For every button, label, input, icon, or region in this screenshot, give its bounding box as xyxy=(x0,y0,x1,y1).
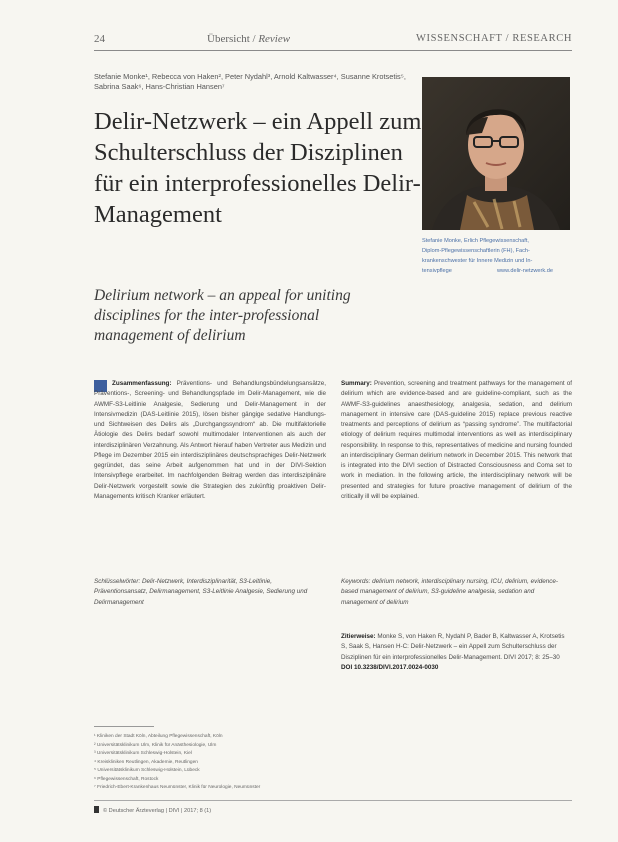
abstract-english xyxy=(341,379,572,502)
citation-block xyxy=(341,632,572,673)
citation-text: Monke S, von Haken R, Nydahl P, Bader B, Kaltwasser A, Krotsetis S, Saak S, Hansen H-C: Delir-Netzwerk – ein Appell zum Schulterschluss der Disziplinen für ein interprofessionelles Delir-Management. DIVI 2017; 8: 25–30 xyxy=(341,633,565,661)
caption-line-end: tensivpflege xyxy=(422,268,452,274)
caption-line xyxy=(422,266,572,276)
caption-line: krankenschwester für Innere Medizin und In- xyxy=(422,258,533,264)
category-label: WISSENSCHAFT / RESEARCH xyxy=(416,33,572,44)
footnote-item: ³ Universitätsklinikum Schleswig-Holstein, Kiel xyxy=(94,751,192,756)
footer-marker xyxy=(94,806,99,813)
page-number: 24 xyxy=(94,33,105,45)
footnote-item: ⁷ Friedrich-Ebert-Krankenhaus Neumünster, Klinik für Neurologie, Neumünster xyxy=(94,785,261,790)
abstract-en-text: Prevention, screening and treatment pathways for the management of delirium which are evidence-based and are guideline-compliant, such as the AWMF-S3-guidelines anaesthesiology, analgesia, sedation, and delirium management in intensive care (DAS-guideline 2015) replace previous reactive treatments and perceptions of delirium as “passing syndrome”. The multifactorial etiology of delirium requires multimodal interventions as well as interdisciplinary responsibility. In response to this, representatives of medicine and nursing founded an interdisciplinary German delirium network in December 2015. This network that is integrated into the DIVI section of Distracted Consciousness and Coma set to work in mediation. In the following article, the interdisciplinary network will be presented and strategies for future proactive management of delirium of the critically ill will be explained. xyxy=(341,380,573,500)
citation-doi[interactable]: DOI 10.3238/DIVI.2017.0024-0030 xyxy=(341,663,439,671)
footnote-item: ⁴ Kreiskliniken Reutlingen, Akademie, Reutlingen xyxy=(94,759,198,765)
abstract-en-label: Summary: xyxy=(341,380,372,387)
header-rule xyxy=(94,50,572,51)
citation-label: Zitierweise: xyxy=(341,633,376,640)
footer-text: © Deutscher Ärzteverlag | DIVI | 2017; 8 (1) xyxy=(103,808,212,814)
abstract-de-label: Zusammenfassung: xyxy=(112,380,172,387)
author-photo xyxy=(422,77,570,230)
author-list: Stefanie Monke¹, Rebecca von Haken², Peter Nydahl³, Arnold Kaltwasser⁴, Susanne Krotsetis⁵, Sabrina Saak⁶, Hans-Christian Hansen⁷ xyxy=(94,72,406,91)
caption-line: Stefanie Monke, Erlich Pflegewissenschaft, xyxy=(422,238,529,244)
section-en: Review xyxy=(258,33,291,45)
running-header xyxy=(94,33,572,49)
article-title: Delir-Netzwerk – ein Appell zum Schulterschluss der Disziplinen für ein interprofessionelles Delir-Management xyxy=(94,108,422,228)
author-portrait-image xyxy=(422,77,570,230)
footnote-item: ⁵ Universitätsklinikum Schleswig-Holstein, Lübeck xyxy=(94,768,200,773)
footnote-rule xyxy=(94,726,154,727)
footnotes xyxy=(94,733,564,793)
caption-url[interactable]: www.delir-netzwerk.de xyxy=(497,268,553,274)
article-subtitle-english: Delirium network – an appeal for uniting disciplines for the inter-professional management of delirium xyxy=(94,287,351,344)
section-label: Übersicht / Review xyxy=(207,33,291,45)
page-footer xyxy=(94,806,211,814)
abstract-de-text: Präventions- und Behandlungsbündelungsansätze, Präventions-, Screening- und Behandlungspfade im Delir-Management, wie die AWMF-S3-Leitlinie Analgesie, Sedierung und Delir-Management in der Intensivmedizin (DAS-Leitlinie 2015), lösen bisher gängige sedative Handlungs- und Sichtweisen des Delirs als „Durchgangssyndrom“ ab. Die multifaktorielle Ätiologie des Delirs bedarf sowohl multimodaler Interventionen als auch der interdisziplinären Verzahnung. Als Antwort hierauf haben Vertreter aus Medizin und Pflege im Dezember 2015 ein interdisziplinäres deutschsprachiges Delir-Netzwerk gegründet, das seine Arbeit aufgenommen hat und in der DIVI-Sektion Intensivpflege erarbeitet. Im nachfolgenden Beitrag werden das interdisziplinäre Delir-Netzwerk vorgestellt sowie die Strategien des zukünftig proaktiven Delir-Managements kritisch Kranker erläutert. xyxy=(94,380,326,500)
footnote-item: ⁶ Pflegewissenschaft, Rostock xyxy=(94,776,159,782)
abstract-german xyxy=(94,379,326,502)
footnote-item: ¹ Kliniken der Stadt Köln, Abteilung Pflegewissenschaft, Köln xyxy=(94,734,223,739)
footnote-item: ² Universitätsklinikum Ulm, Klinik für Anästhesiologie, Ulm xyxy=(94,742,217,748)
keywords-english: Keywords: delirium network, interdisciplinary nursing, ICU, delirium, evidence-based management of delirium, S3-guideline analgesia, sedation and management of delirium xyxy=(341,578,558,606)
caption-line: Diplom-Pflegewissenschaftlerin (FH), Fach- xyxy=(422,248,530,254)
footer-rule xyxy=(94,800,572,801)
section-de: Übersicht xyxy=(207,33,250,45)
keywords-german: Schlüsselwörter: Delir-Netzwerk, Interdisziplinarität, S3-Leitlinie, Präventionsansatz, Delirmanagement, S3-Leitlinie Analgesie, Sedierung und Delirmanagement xyxy=(94,578,308,606)
photo-caption xyxy=(422,236,572,276)
